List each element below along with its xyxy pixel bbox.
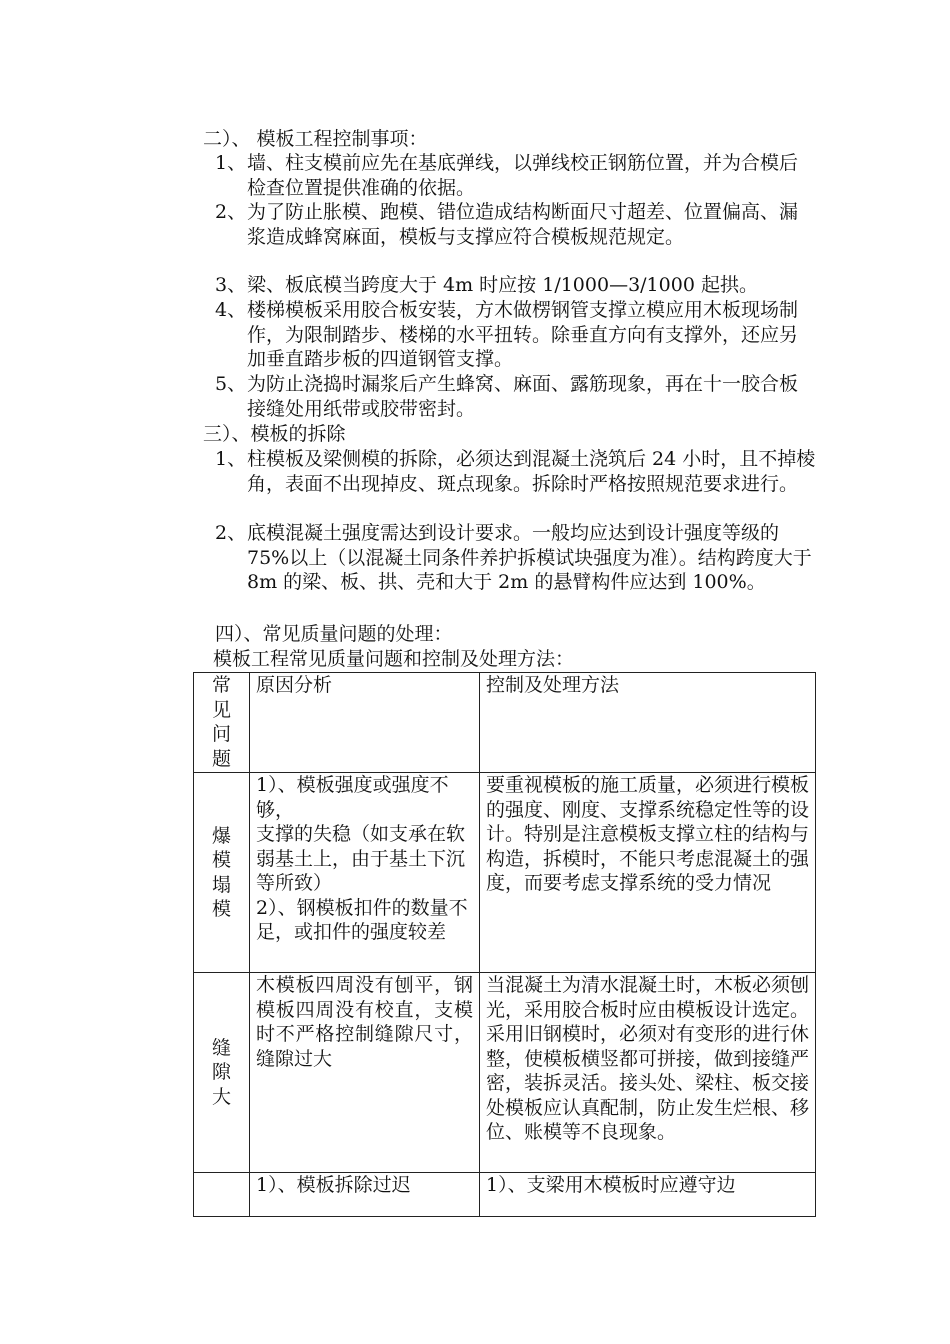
item-text: 为了防止胀模、跑模、错位造成结构断面尺寸超差、位置偏高、漏浆造成蜂窝麻面，模板与支撑应符合模板规范规定。 <box>247 201 799 248</box>
quality-issues-table <box>193 672 816 1217</box>
list-item <box>215 298 815 372</box>
item-number: 2、 <box>215 522 247 544</box>
table-row <box>194 973 816 1173</box>
header-cell: 控制及处理方法 <box>480 673 816 773</box>
issue-label: 缝隙大 <box>211 1036 231 1108</box>
method-cell: 要重视模板的施工质量，必须进行模板的强度、刚度、支撑系统稳定性等的设计。特别是注意模板支撑立柱的结构与构造，拆模时，不能只考虑混凝土的强度，而要考虑支撑系统的受力情况 <box>480 773 816 973</box>
table-row <box>194 773 816 973</box>
item-text: 为防止浇捣时漏浆后产生蜂窝、麻面、露筋现象，再在十一胶合板接缝处用纸带或胶带密封。 <box>247 373 799 420</box>
table-row <box>194 1173 816 1217</box>
header-issue: 常见问题 <box>211 674 231 770</box>
method-cell: 当混凝土为清水混凝土时，木板必须刨光，采用胶合板时应由模板设计选定。采用旧钢模时，必须对有变形的进行休整，使模板横竖都可拼接，做到接缝严密，装拆灵活。接头处、梁柱、板交接处模板应认真配制，防止发生烂根、移位、账模等不良现象。 <box>480 973 816 1173</box>
item-text: 底模混凝土强度需达到设计要求。一般均应达到设计强度等级的 75%以上（以混凝土同条件养护拆模试块强度为准）。结构跨度大于 8m 的梁、板、拱、壳和大于 2m 的悬臂构件应达到 100%。 <box>247 522 812 593</box>
cause-cell: 1）、模板强度或强度不够， 支撑的失稳（如支承在软弱基土上，由于基土下沉等所致） 2）、钢模板扣件的数量不足，或扣件的强度较差 <box>250 773 480 973</box>
list-item <box>215 372 815 422</box>
item-text: 梁、板底模当跨度大于 4m 时应按 1/1000—3/1000 起拱。 <box>247 274 758 296</box>
item-number: 5、 <box>215 373 247 395</box>
table-header-row <box>194 673 816 773</box>
list-item <box>215 273 815 298</box>
item-number: 1、 <box>215 152 247 174</box>
method-cell: 1）、支梁用木模板时应遵守边 <box>480 1173 816 1217</box>
item-number: 4、 <box>215 299 247 321</box>
section4-heading: 四）、常见质量问题的处理： <box>215 623 453 645</box>
list-item <box>215 200 815 274</box>
issue-cell <box>194 1173 250 1217</box>
item-number: 3、 <box>215 274 247 296</box>
section3-heading: 三）、模板的拆除 <box>203 423 346 445</box>
cause-cell: 1）、模板拆除过迟 <box>250 1173 480 1217</box>
header-cell: 原因分析 <box>250 673 480 773</box>
item-number: 2、 <box>215 201 247 223</box>
table-caption: 模板工程常见质量问题和控制及处理方法： <box>213 648 575 670</box>
list-item <box>215 447 820 521</box>
item-text: 楼梯模板采用胶合板安装，方木做楞钢管支撑立模应用木板现场制作，为限制踏步、楼梯的水平扭转。除垂直方向有支撑外，还应另加垂直踏步板的四道钢管支撑。 <box>247 299 799 370</box>
header-cell <box>194 673 250 773</box>
item-text: 墙、柱支模前应先在基底弹线，以弹线校正钢筋位置，并为合模后检查位置提供准确的依据。 <box>247 152 799 199</box>
section2-heading: 二）、 模板工程控制事项： <box>203 128 428 150</box>
issue-label: 爆模塌模 <box>211 824 231 920</box>
cause-cell: 木模板四周没有刨平，钢模板四周没有校直，支模时不严格控制缝隙尺寸，缝隙过大 <box>250 973 480 1173</box>
issue-cell <box>194 773 250 973</box>
list-item <box>215 151 815 201</box>
item-number: 1、 <box>215 448 247 470</box>
item-text: 柱模板及梁侧模的拆除，必须达到混凝土浇筑后 24 小时，且不掉棱角，表面不出现掉皮、斑点现象。拆除时严格按照规范要求进行。 <box>247 448 816 495</box>
issue-cell <box>194 973 250 1173</box>
list-item <box>215 521 815 620</box>
